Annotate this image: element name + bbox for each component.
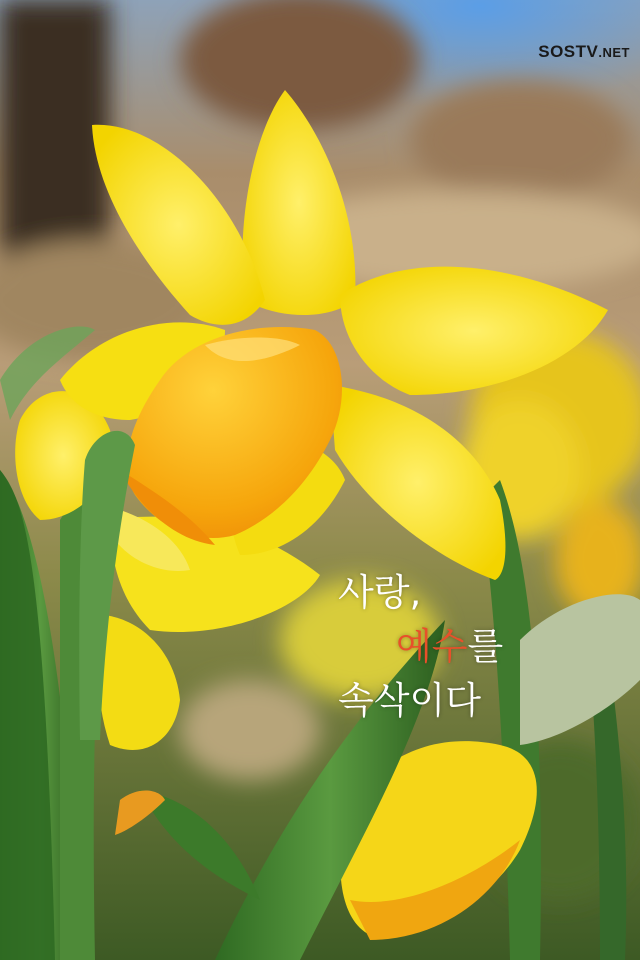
caption-line-2-rest: 를 <box>467 625 504 668</box>
watermark-suffix: .NET <box>598 45 630 60</box>
caption-line-2 <box>338 620 598 674</box>
caption <box>338 566 598 728</box>
watermark-main: SOSTV <box>538 42 599 61</box>
caption-accent-word: 예수 <box>396 625 468 668</box>
watermark <box>538 42 630 62</box>
caption-line-1: 사랑, <box>338 571 422 614</box>
caption-line-3: 속삭이다 <box>338 679 481 722</box>
